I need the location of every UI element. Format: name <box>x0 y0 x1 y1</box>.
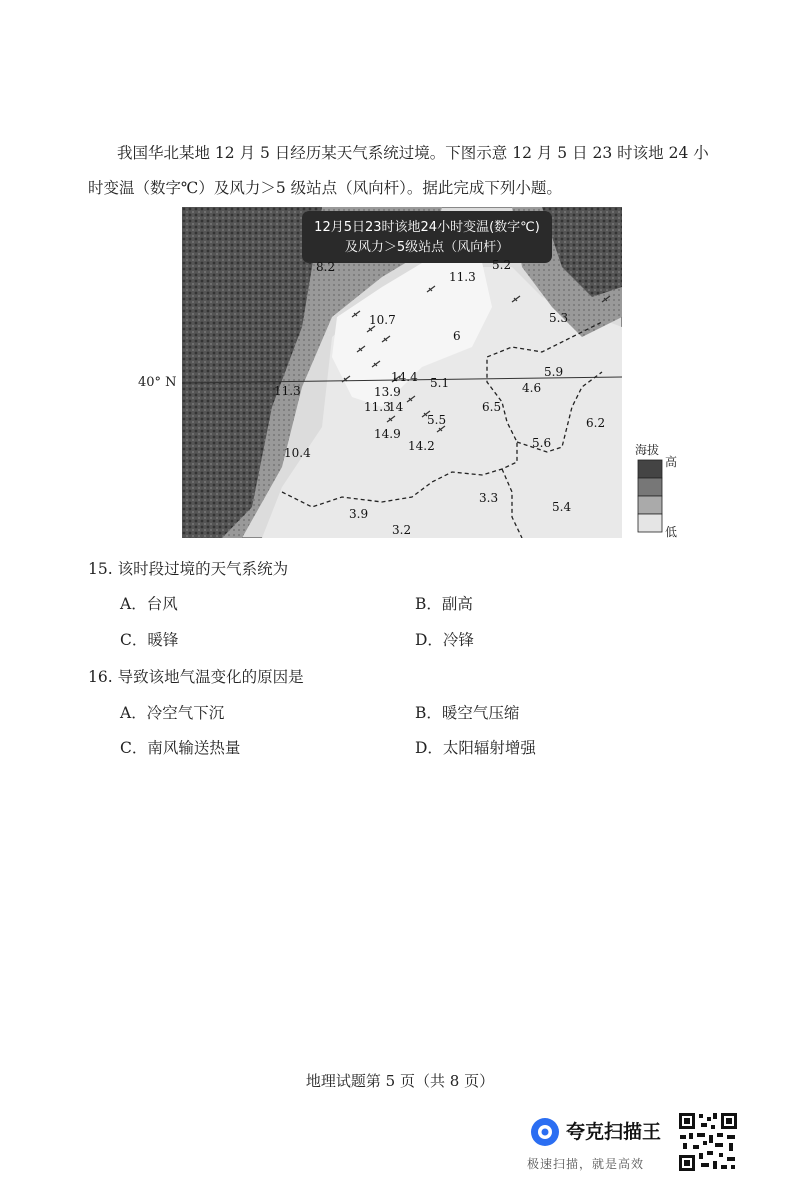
map-value: 3.3 <box>479 491 499 505</box>
map-value: 5.1 <box>430 376 450 390</box>
map-value: 4.6 <box>522 381 542 395</box>
map-value: 6.2 <box>586 416 606 430</box>
q15-option-d[interactable]: D．冷锋 <box>415 631 474 649</box>
q16-option-b[interactable]: B．暖空气压缩 <box>415 704 520 722</box>
map-value: 14 <box>388 400 404 414</box>
map-value: 5.3 <box>549 311 569 325</box>
intro-line-1: 我国华北某地 12 月 5 日经历某天气系统过境。下图示意 12 月 5 日 23 时该地 24 小 <box>117 144 709 162</box>
map-value: 11.3 <box>364 400 391 414</box>
map-value: 5.9 <box>544 365 564 379</box>
legend-low: 低 <box>665 525 678 539</box>
map-value: 3.2 <box>392 523 412 537</box>
question-16: 16. 导致该地气温变化的原因是 <box>88 668 304 686</box>
qr-code-icon <box>677 1111 739 1173</box>
map-value: 6 <box>453 329 461 343</box>
lat-label: 40° N <box>138 375 177 390</box>
map-value: 5.5 <box>427 413 447 427</box>
page-footer: 地理试题第 5 页（共 8 页） <box>305 1072 495 1090</box>
q15-option-b[interactable]: B．副高 <box>415 595 473 613</box>
map-value: 3.9 <box>349 507 369 521</box>
map-title-1: 12月5日23时该地24小时变温(数字℃) <box>314 220 540 235</box>
map-value: 10.7 <box>369 313 396 327</box>
q16-option-d[interactable]: D．太阳辐射增强 <box>415 739 536 757</box>
map-value: 14.2 <box>408 439 435 453</box>
question-15: 15. 该时段过境的天气系统为 <box>88 560 289 578</box>
elevation-legend <box>633 440 693 540</box>
q16-option-a[interactable]: A．冷空气下沉 <box>120 704 225 722</box>
weather-map <box>182 207 622 538</box>
map-value: 8.2 <box>316 260 336 274</box>
map-value: 5.6 <box>532 436 552 450</box>
legend-high: 高 <box>665 455 678 469</box>
q15-option-a[interactable]: A．台风 <box>120 595 178 613</box>
map-value: 10.4 <box>284 446 311 460</box>
q15-option-c[interactable]: C．暖锋 <box>120 631 179 649</box>
watermark-title: 夸克扫描王 <box>566 1121 662 1143</box>
intro-text <box>88 136 728 206</box>
q16-option-c[interactable]: C．南风输送热量 <box>120 739 241 757</box>
legend-title: 海拔 <box>635 443 660 457</box>
map-value: 13.9 <box>374 385 401 399</box>
map-value: 5.2 <box>492 258 512 272</box>
intro-line-2: 时变温（数字℃）及风力＞5 级站点（风向杆）。据此完成下列小题。 <box>88 179 562 197</box>
map-value: 11.3 <box>449 270 476 284</box>
map-title-2: 及风力＞5级站点（风向杆） <box>344 240 510 255</box>
map-value: 11.3 <box>274 384 301 398</box>
map-value: 6.5 <box>482 400 502 414</box>
map-value: 14.4 <box>391 370 418 384</box>
watermark-subtitle: 极速扫描，就是高效 <box>527 1157 645 1171</box>
map-value: 5.4 <box>552 500 572 514</box>
map-value: 14.9 <box>374 427 401 441</box>
